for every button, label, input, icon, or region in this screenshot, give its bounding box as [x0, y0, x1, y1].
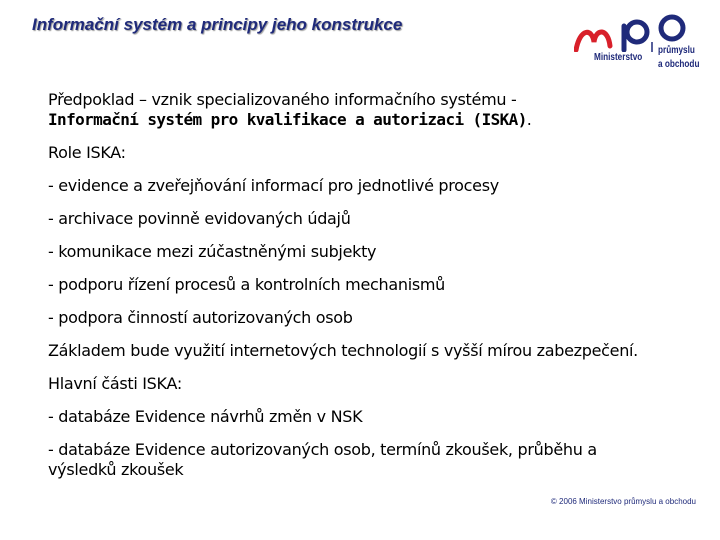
- role-item: - podpora činností autorizovaných osob: [48, 308, 353, 327]
- intro-bold-text: Informační systém pro kvalifikace a autorizaci (ISKA): [48, 110, 527, 129]
- role-item: - evidence a zveřejňování informací pro jednotlivé procesy: [48, 176, 499, 195]
- copyright-footer: © 2006 Ministerstvo průmyslu a obchodu: [550, 497, 696, 506]
- logo-line-prumyslu: průmyslu: [658, 45, 695, 56]
- role-item: - komunikace mezi zúčastněnými subjekty: [48, 242, 377, 261]
- slide-title: Informační systém a principy jeho konstrukce: [32, 15, 403, 34]
- slide-body: [48, 90, 648, 493]
- part-item: - databáze Evidence návrhů změn v NSK: [48, 407, 363, 426]
- role-item: - podporu řízení procesů a kontrolních mechanismů: [48, 275, 446, 294]
- intro-end: .: [526, 110, 532, 129]
- intro-paragraph: [48, 90, 648, 130]
- basis-paragraph: Základem bude využití internetových technologií s vyšší mírou zabezpečení.: [48, 341, 638, 360]
- parts-heading: Hlavní části ISKA:: [48, 374, 182, 393]
- logo-line-ministerstvo: Ministerstvo: [594, 52, 643, 63]
- intro-text: Předpoklad – vznik specializovaného informačního systému -: [48, 90, 517, 109]
- logo-line-obchodu: a obchodu: [658, 59, 700, 70]
- role-item: - archivace povinně evidovaných údajů: [48, 209, 351, 228]
- mpo-logo: [574, 12, 700, 78]
- part-item: - databáze Evidence autorizovaných osob, termínů zkoušek, průběhu a výsledků zkoušek: [48, 440, 597, 479]
- roles-heading: Role ISKA:: [48, 143, 126, 162]
